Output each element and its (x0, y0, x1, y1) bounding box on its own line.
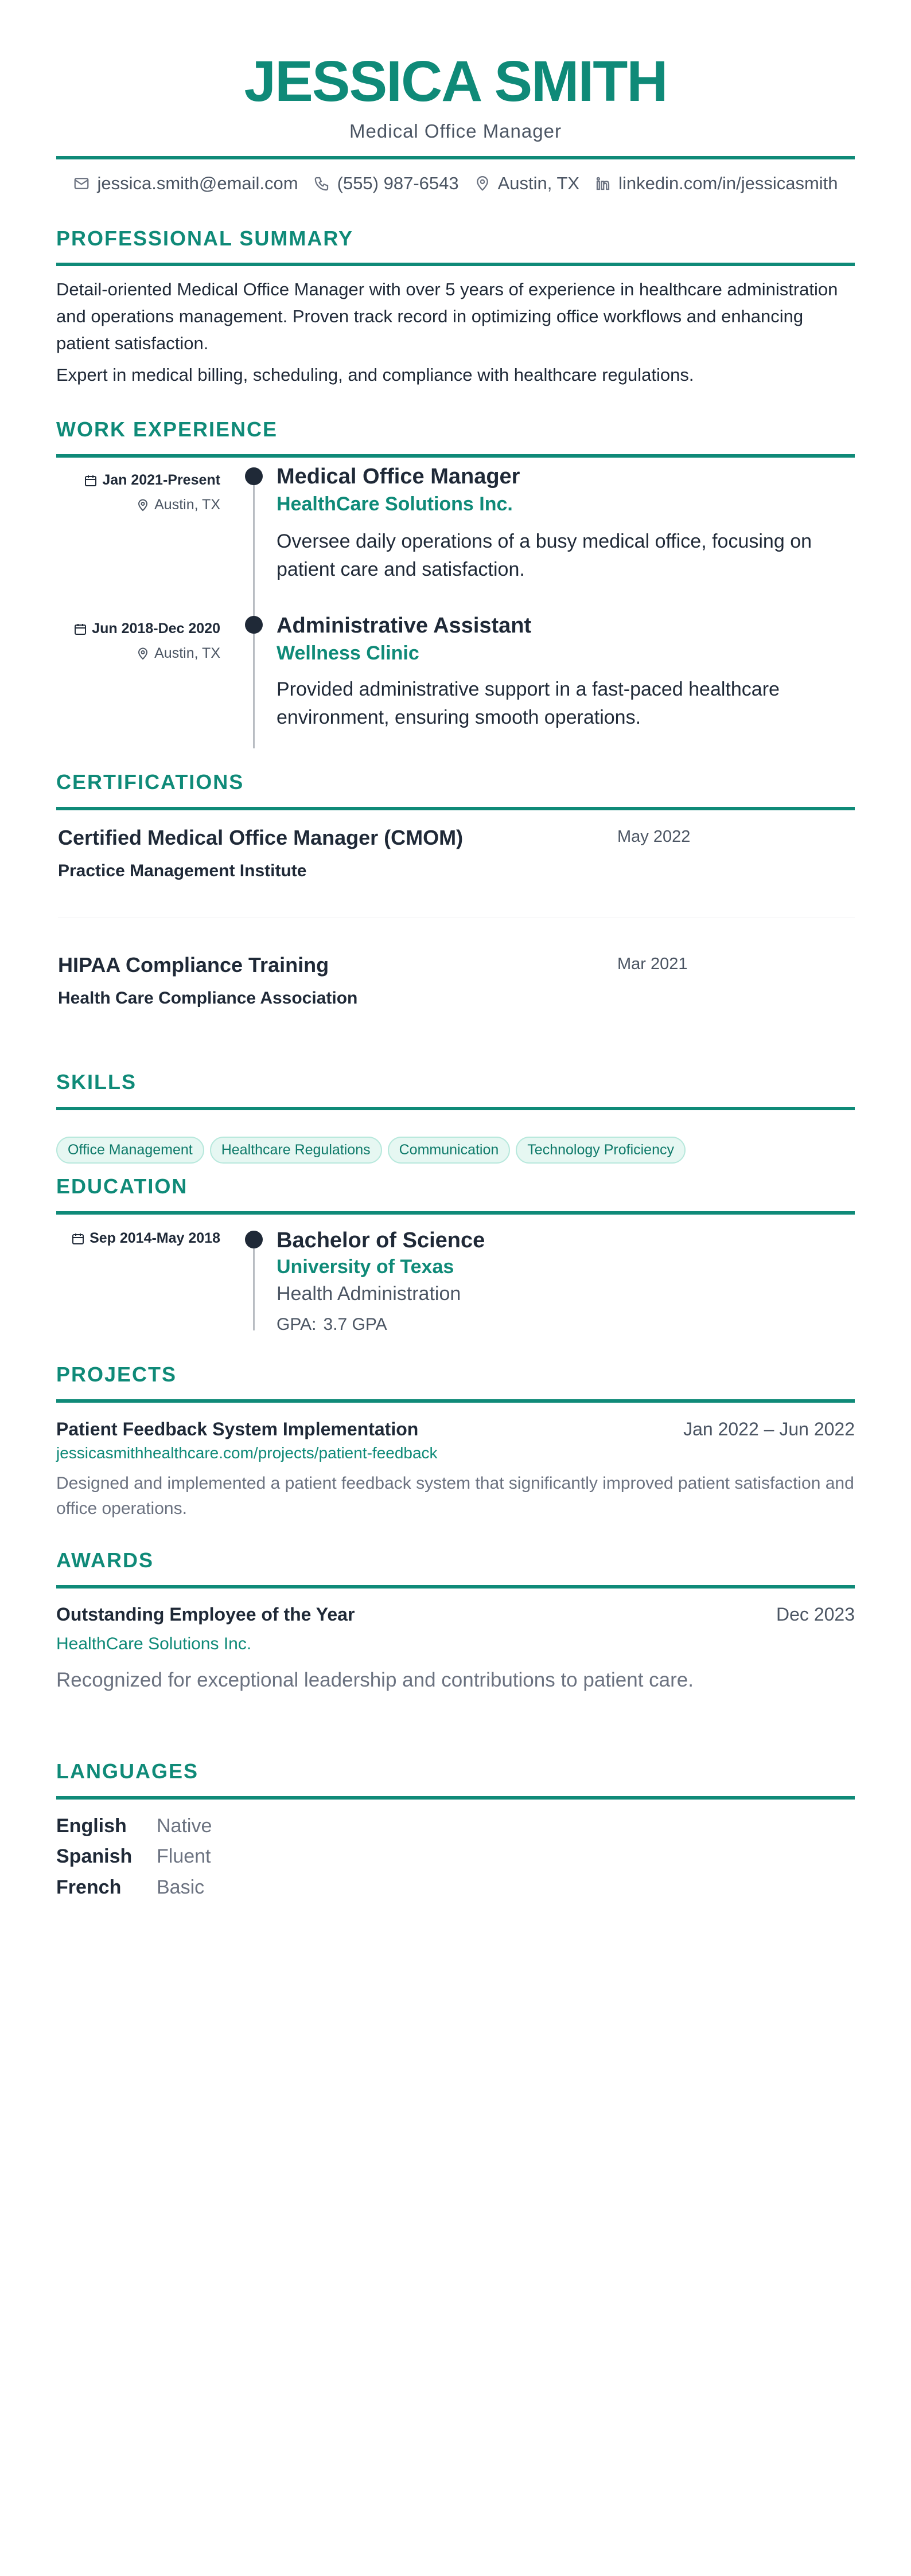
education-date (71, 1230, 220, 1247)
experience-location-text: Austin, TX (154, 645, 220, 661)
certification-date: May 2022 (617, 828, 691, 846)
linkedin-icon (594, 175, 612, 192)
contact-location (474, 173, 579, 194)
contact-bar (0, 173, 911, 194)
experience-location (136, 645, 220, 662)
education-school: University of Texas (277, 1256, 454, 1278)
award-organization: HealthCare Solutions Inc. (56, 1634, 252, 1653)
summary-heading: PROFESSIONAL SUMMARY (56, 227, 354, 250)
skill-chip: Technology Proficiency (516, 1137, 686, 1164)
summary-divider (56, 263, 855, 266)
certifications-divider (56, 807, 855, 810)
location-icon (136, 498, 150, 512)
award-date: Dec 2023 (776, 1604, 855, 1625)
contact-linkedin[interactable] (594, 173, 838, 194)
language-name: English (56, 1815, 127, 1837)
experience-role: Medical Office Manager (277, 465, 520, 489)
gpa-value: 3.7 GPA (323, 1315, 387, 1334)
location-icon (474, 175, 491, 192)
education-gpa (277, 1315, 387, 1334)
contact-email-text: jessica.smith@email.com (97, 173, 298, 193)
experience-date (84, 472, 220, 489)
certification-name: Certified Medical Office Manager (CMOM) (58, 826, 464, 849)
candidate-name: JESSICA SMITH (244, 49, 667, 114)
project-description: Designed and implemented a patient feedback system that significantly improved patient satisfaction and office operations. (56, 1474, 854, 1518)
calendar-icon (71, 1232, 85, 1246)
projects-divider (56, 1399, 855, 1403)
languages-divider (56, 1796, 855, 1800)
certification-issuer: Practice Management Institute (58, 861, 307, 880)
contact-phone-text: (555) 987-6543 (337, 173, 459, 193)
awards-heading: AWARDS (56, 1548, 154, 1572)
calendar-icon (73, 622, 87, 636)
skill-chip: Office Management (56, 1137, 204, 1164)
location-icon (136, 647, 150, 661)
experience-date (73, 620, 220, 637)
language-level: Native (157, 1815, 212, 1837)
contact-location-text: Austin, TX (497, 173, 580, 193)
experience-description: Oversee daily operations of a busy medical office, focusing on patient care and satisfaction. (277, 530, 812, 580)
language-name: French (56, 1876, 122, 1898)
project-link[interactable]: jessicasmithhealthcare.com/projects/patient-feedback (56, 1444, 438, 1462)
project-date: Jan 2022 – Jun 2022 (683, 1419, 855, 1439)
award-title: Outstanding Employee of the Year (56, 1604, 355, 1625)
education-heading: EDUCATION (56, 1174, 188, 1198)
summary-paragraph-2: Expert in medical billing, scheduling, and compliance with healthcare regulations. (56, 365, 694, 385)
education-divider (56, 1211, 855, 1215)
gpa-label: GPA: (277, 1315, 317, 1334)
experience-location-text: Austin, TX (154, 497, 220, 513)
education-timeline (253, 1239, 255, 1330)
skills-list (56, 1137, 686, 1164)
timeline-dot (245, 1231, 263, 1248)
experience-date-text: Jun 2018-Dec 2020 (92, 620, 220, 637)
projects-heading: PROJECTS (56, 1363, 177, 1386)
certifications-heading: CERTIFICATIONS (56, 770, 244, 794)
education-field: Health Administration (277, 1283, 461, 1305)
contact-phone[interactable] (313, 173, 459, 194)
language-level: Fluent (157, 1845, 211, 1867)
calendar-icon (84, 474, 98, 487)
skills-heading: SKILLS (56, 1070, 137, 1094)
languages-heading: LANGUAGES (56, 1759, 199, 1783)
summary-paragraph-1: Detail-oriented Medical Office Manager with over 5 years of experience in healthcare administration and operations management. Proven track record in optimizing office workflows and enhancing patient satisfaction. (56, 279, 838, 353)
experience-date-text: Jan 2021-Present (102, 472, 220, 488)
experience-divider (56, 454, 855, 458)
experience-company: HealthCare Solutions Inc. (277, 493, 513, 515)
skill-chip: Communication (388, 1137, 511, 1164)
experience-description: Provided administrative support in a fast-paced healthcare environment, ensuring smooth operations. (277, 678, 780, 728)
language-level: Basic (157, 1876, 205, 1898)
experience-company: Wellness Clinic (277, 642, 419, 664)
certification-issuer: Health Care Compliance Association (58, 989, 358, 1008)
contact-email[interactable] (73, 173, 298, 194)
language-name: Spanish (56, 1845, 133, 1867)
timeline-dot (245, 467, 263, 485)
education-degree: Bachelor of Science (277, 1228, 485, 1252)
phone-icon (313, 175, 330, 192)
mail-icon (73, 175, 90, 192)
job-title: Medical Office Manager (349, 120, 562, 142)
timeline-dot (245, 616, 263, 634)
contact-linkedin-text: linkedin.com/in/jessicasmith (618, 173, 838, 193)
experience-heading: WORK EXPERIENCE (56, 417, 278, 441)
skill-chip: Healthcare Regulations (210, 1137, 382, 1164)
certification-date: Mar 2021 (617, 955, 688, 973)
experience-role: Administrative Assistant (277, 614, 532, 638)
experience-location (136, 497, 220, 513)
certification-name: HIPAA Compliance Training (58, 953, 329, 977)
award-description: Recognized for exceptional leadership and contributions to patient care. (56, 1669, 694, 1691)
project-title: Patient Feedback System Implementation (56, 1419, 419, 1439)
skills-divider (56, 1107, 855, 1110)
awards-divider (56, 1585, 855, 1588)
education-date-text: Sep 2014-May 2018 (89, 1230, 220, 1246)
header-divider (56, 156, 855, 159)
